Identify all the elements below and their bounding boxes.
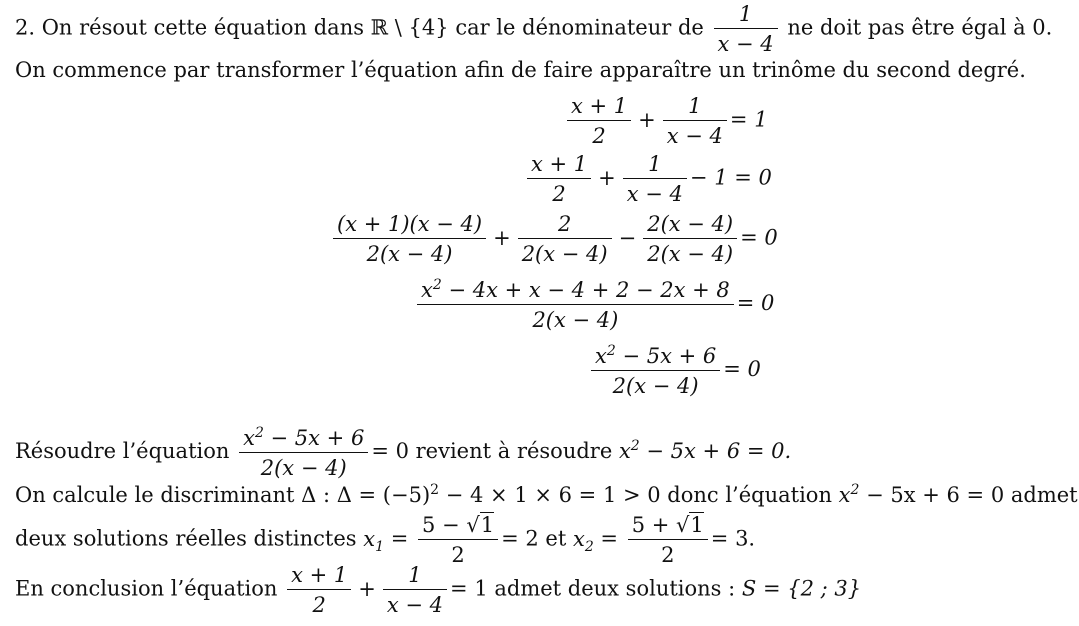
inverse-fraction xyxy=(714,2,778,56)
fraction-numerator: 1 xyxy=(714,2,778,29)
eq2-f2-num: 1 xyxy=(623,152,687,179)
intro-suffix: ne doit pas être égal à 0. xyxy=(787,15,1053,40)
discriminant-equation: $x^2$ xyxy=(838,482,860,507)
eq2-f2-den: x − 4 xyxy=(626,182,683,207)
x1-result: = 2 et xyxy=(501,526,567,551)
solve-sentence xyxy=(15,425,791,480)
eq3-f2-num: 2 xyxy=(518,212,612,239)
eq1-f1-num: x + 1 xyxy=(567,94,631,121)
eq4-rhs: = 0 xyxy=(736,291,775,316)
eq4-f1-num: $x^2 - 4x + x - 4 + 2 - 2x + 8$ xyxy=(417,277,734,305)
transform-sentence: On commence par transformer l’équation afin de faire apparaître un trinôme du second degré. xyxy=(15,58,1026,82)
eq2-f1-den: 2 xyxy=(552,182,566,207)
eq1-op: + xyxy=(638,107,656,132)
eq3-op1: + xyxy=(493,225,511,250)
intro-text: 2. On résout cette équation dans ℝ \ {4} car le dénominateur de xyxy=(15,15,704,40)
equation-2 xyxy=(524,152,772,206)
eq3-op2: − xyxy=(618,225,637,250)
eq3-f1-num: (x + 1)(x − 4) xyxy=(333,212,486,239)
eq1-f1-den: 2 xyxy=(592,124,606,149)
x2-result: = 3. xyxy=(710,526,756,551)
discriminant-sentence: On calcule le discriminant Δ : $\Delta = (-5)^2 - 4 \times 1 \times 6 = 1 > 0$ donc l’équation $x^2 - 5x + 6 = 0$ admet xyxy=(15,482,1078,507)
eq1-f2-num: 1 xyxy=(663,94,727,121)
fraction-denominator: x − 4 xyxy=(717,32,774,57)
solve-prefix: Résoudre l’équation xyxy=(15,439,230,464)
conclusion-fraction-1: $\frac{x + 1}{2}$ xyxy=(287,563,351,617)
conclusion-sentence: En conclusion l’équation $\frac{x + 1}{2}$ + $\frac{1}{x - 4}$ = 1 admet deux solutions : S = {2 ; 3} xyxy=(15,563,862,618)
solve-equation: $x^2 - 5x + 6 = 0$. xyxy=(618,438,792,464)
solution-set: S = {2 ; 3} xyxy=(741,576,862,601)
intro-line xyxy=(15,2,1052,56)
equation-1 xyxy=(564,94,768,148)
x2-fraction: $\frac{5 + √1}{2}$ xyxy=(628,513,708,567)
solutions-prefix: deux solutions réelles distinctes xyxy=(15,526,357,551)
equation-5 xyxy=(588,343,761,398)
discriminant-mid: − 4 × 1 × 6 = 1 > 0 donc l’équation xyxy=(439,483,839,507)
conclusion-prefix: En conclusion l’équation xyxy=(15,576,278,601)
equation-3 xyxy=(330,212,778,266)
eq1-rhs: = 1 xyxy=(729,107,768,132)
eq2-rhs: − 1 = 0 xyxy=(689,165,772,190)
discriminant-suffix: − 5x + 6 = 0 admet xyxy=(859,483,1078,507)
x1-fraction: $\frac{5 - √1}{2}$ xyxy=(418,513,498,567)
eq3-f2-den: 2(x − 4) xyxy=(521,242,608,267)
eq3-f3-den: 2(x − 4) xyxy=(647,242,734,267)
eq3-f3-num: 2(x − 4) xyxy=(643,212,737,239)
discriminant-prefix: On calcule le discriminant Δ : Δ = (−5) xyxy=(15,483,431,507)
eq2-op: + xyxy=(598,165,616,190)
eq5-f1-den: 2(x − 4) xyxy=(612,374,699,399)
eq5-f1-num: $x^2 - 5x + 6$ xyxy=(591,343,720,371)
eq4-f1-den: 2(x − 4) xyxy=(532,308,619,333)
equation-4 xyxy=(414,277,774,332)
conclusion-fraction-2: $\frac{1}{x - 4}$ xyxy=(383,563,447,617)
eq3-f1-den: 2(x − 4) xyxy=(366,242,453,267)
eq3-rhs: = 0 xyxy=(740,225,778,250)
eq1-f2-den: x − 4 xyxy=(666,124,723,149)
x1-symbol: $x_1$ xyxy=(363,526,385,555)
conclusion-suffix: = 1 admet deux solutions : xyxy=(450,576,736,601)
eq2-f1-num: x + 1 xyxy=(527,152,591,179)
solutions-sentence: deux solutions réelles distinctes $x_1$ = $\frac{5 - √1}{2}$ = 2 et $x_2$ = $\frac{5 + √1}{2}$ = 3. xyxy=(15,513,756,568)
x2-symbol: $x_2$ xyxy=(572,526,594,555)
eq5-rhs: = 0 xyxy=(723,357,761,382)
solve-mid: = 0 revient à résoudre xyxy=(371,439,613,464)
solve-fraction: $\frac{x^2 - 5x + 6}{2(x - 4)}$ xyxy=(239,425,368,480)
